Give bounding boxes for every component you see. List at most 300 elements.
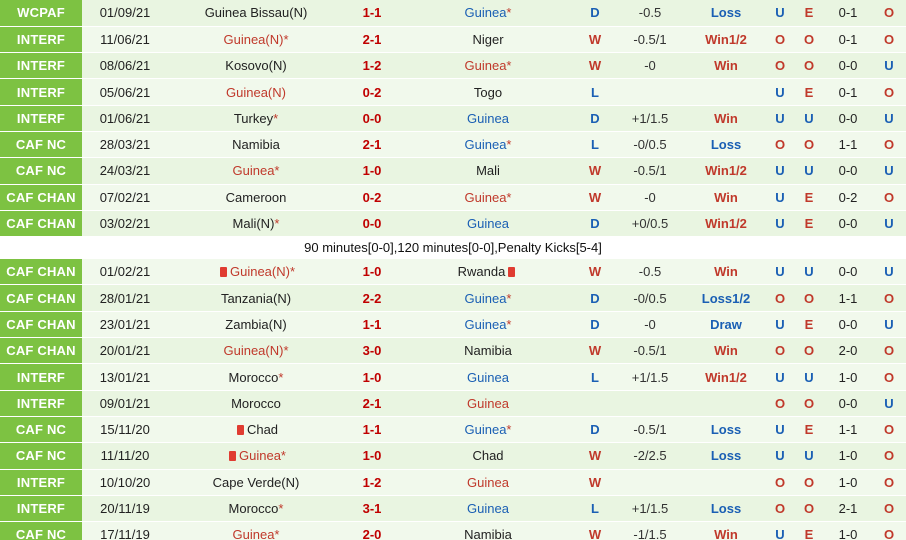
table-row[interactable]: [0, 26, 906, 52]
home-team-name: Guinea: [239, 448, 281, 464]
over-under-second: E: [794, 311, 824, 337]
match-note-text: 90 minutes[0-0],120 minutes[0-0],Penalty Kicks[5-4]: [0, 237, 906, 259]
match-result: D: [576, 311, 614, 337]
home-team[interactable]: [168, 26, 344, 52]
competition-label[interactable]: CAF CHAN: [0, 311, 82, 337]
match-result: W: [576, 469, 614, 495]
table-row[interactable]: [0, 0, 906, 26]
match-result: [576, 390, 614, 416]
over-under-first: U: [766, 522, 794, 540]
match-result: W: [576, 443, 614, 469]
table-row[interactable]: [0, 105, 906, 131]
over-under-second: O: [794, 338, 824, 364]
competition-label[interactable]: INTERF: [0, 364, 82, 390]
home-team[interactable]: [168, 210, 344, 236]
half-time-over-under: O: [872, 443, 906, 469]
home-team[interactable]: [168, 184, 344, 210]
home-team[interactable]: [168, 259, 344, 285]
home-team[interactable]: [168, 390, 344, 416]
competition-label[interactable]: INTERF: [0, 390, 82, 416]
over-under-first: O: [766, 285, 794, 311]
half-time-score: 1-1: [824, 131, 872, 157]
over-under-first: U: [766, 210, 794, 236]
away-team-name: Guinea: [464, 189, 507, 205]
half-time-over-under: O: [872, 338, 906, 364]
away-team[interactable]: [400, 338, 576, 364]
half-time-over-under: O: [872, 522, 906, 540]
handicap-result: Win1/2: [686, 158, 766, 184]
handicap-result: Loss: [686, 0, 766, 26]
over-under-first: U: [766, 184, 794, 210]
home-team-name: Chad: [246, 422, 279, 438]
over-under-second: O: [794, 390, 824, 416]
home-team[interactable]: [168, 364, 344, 390]
home-star-marker: *: [289, 264, 296, 280]
handicap-line: -0/0.5: [614, 285, 686, 311]
table-row[interactable]: [0, 311, 906, 337]
half-time-score: 0-0: [824, 210, 872, 236]
away-team[interactable]: [400, 495, 576, 521]
away-team[interactable]: [400, 158, 576, 184]
competition-label[interactable]: CAF CHAN: [0, 184, 82, 210]
half-time-over-under: O: [872, 416, 906, 442]
table-row[interactable]: [0, 469, 906, 495]
home-team[interactable]: [168, 79, 344, 105]
final-score: 2-0: [344, 522, 400, 540]
final-score: 2-1: [344, 131, 400, 157]
table-row[interactable]: [0, 79, 906, 105]
handicap-result: Win: [686, 53, 766, 79]
handicap-line: -0.5/1: [614, 26, 686, 52]
table-row[interactable]: [0, 495, 906, 521]
match-date: 03/02/21: [82, 210, 168, 236]
competition-label[interactable]: INTERF: [0, 495, 82, 521]
competition-label[interactable]: CAF NC: [0, 416, 82, 442]
half-time-score: 2-0: [824, 338, 872, 364]
half-time-score: 1-1: [824, 416, 872, 442]
match-date: 07/02/21: [82, 184, 168, 210]
away-team-name: Togo: [473, 84, 503, 100]
over-under-first: U: [766, 0, 794, 26]
competition-label[interactable]: CAF NC: [0, 131, 82, 157]
half-time-score: 0-0: [824, 105, 872, 131]
final-score: 1-0: [344, 364, 400, 390]
half-time-over-under: U: [872, 210, 906, 236]
away-team[interactable]: [400, 364, 576, 390]
final-score: 3-0: [344, 338, 400, 364]
final-score: 0-2: [344, 184, 400, 210]
home-team[interactable]: [168, 522, 344, 540]
over-under-first: U: [766, 79, 794, 105]
handicap-line: +1/1.5: [614, 364, 686, 390]
home-team-name: Morocco: [231, 395, 281, 411]
home-team-name: Guinea Bissau(N): [204, 5, 308, 21]
away-star-marker: *: [506, 137, 512, 153]
final-score: 0-2: [344, 79, 400, 105]
handicap-result: Win: [686, 184, 766, 210]
half-time-over-under: O: [872, 495, 906, 521]
match-result: W: [576, 259, 614, 285]
away-team-name: Niger: [472, 31, 504, 47]
away-team-name: Guinea: [464, 422, 507, 438]
over-under-first: O: [766, 26, 794, 52]
away-team[interactable]: [400, 105, 576, 131]
half-time-over-under: O: [872, 285, 906, 311]
over-under-second: O: [794, 469, 824, 495]
away-team-name: Guinea: [464, 290, 507, 306]
half-time-over-under: O: [872, 184, 906, 210]
away-team-name: Namibia: [464, 343, 512, 359]
half-time-over-under: U: [872, 105, 906, 131]
half-time-over-under: O: [872, 26, 906, 52]
final-score: 1-1: [344, 416, 400, 442]
match-result: W: [576, 338, 614, 364]
half-time-score: 1-1: [824, 285, 872, 311]
half-time-over-under: U: [872, 390, 906, 416]
match-date: 11/11/20: [82, 443, 168, 469]
over-under-second: U: [794, 259, 824, 285]
away-team[interactable]: [400, 184, 576, 210]
final-score: 1-0: [344, 158, 400, 184]
away-star-marker: *: [506, 58, 512, 74]
half-time-over-under: O: [872, 0, 906, 26]
match-date: 05/06/21: [82, 79, 168, 105]
handicap-result: Loss1/2: [686, 285, 766, 311]
table-row[interactable]: [0, 338, 906, 364]
home-team-name: Guinea(N): [223, 31, 284, 47]
handicap-result: Win1/2: [686, 210, 766, 236]
half-time-over-under: U: [872, 53, 906, 79]
home-team[interactable]: [168, 158, 344, 184]
final-score: 2-2: [344, 285, 400, 311]
match-date: 20/01/21: [82, 338, 168, 364]
away-team-name: Guinea: [467, 216, 509, 232]
over-under-first: U: [766, 416, 794, 442]
away-team-name: Namibia: [464, 527, 512, 540]
over-under-second: O: [794, 285, 824, 311]
home-team-name: Tanzania(N): [220, 290, 292, 306]
competition-label[interactable]: CAF NC: [0, 522, 82, 540]
handicap-line: -0: [614, 184, 686, 210]
over-under-first: U: [766, 364, 794, 390]
half-time-score: 0-0: [824, 53, 872, 79]
over-under-second: U: [794, 158, 824, 184]
away-star-marker: *: [506, 189, 512, 205]
half-time-score: 0-1: [824, 0, 872, 26]
competition-label[interactable]: INTERF: [0, 53, 82, 79]
handicap-result: Win1/2: [686, 364, 766, 390]
half-time-over-under: U: [872, 311, 906, 337]
handicap-line: [614, 469, 686, 495]
handicap-result: Loss: [686, 131, 766, 157]
over-under-first: U: [766, 105, 794, 131]
handicap-result: [686, 390, 766, 416]
handicap-line: -0.5: [614, 259, 686, 285]
over-under-first: O: [766, 53, 794, 79]
handicap-line: -0/0.5: [614, 131, 686, 157]
half-time-over-under: U: [872, 259, 906, 285]
match-result: L: [576, 364, 614, 390]
match-result: D: [576, 0, 614, 26]
away-team-name: Guinea: [467, 395, 509, 411]
handicap-result: Win1/2: [686, 26, 766, 52]
home-star-marker: *: [274, 527, 280, 540]
over-under-second: O: [794, 53, 824, 79]
home-team[interactable]: [168, 495, 344, 521]
final-score: 2-1: [344, 26, 400, 52]
match-date: 15/11/20: [82, 416, 168, 442]
half-time-over-under: O: [872, 79, 906, 105]
away-team[interactable]: [400, 79, 576, 105]
red-card-icon: [229, 451, 236, 461]
handicap-result: Loss: [686, 416, 766, 442]
table-row[interactable]: [0, 416, 906, 442]
match-date: 08/06/21: [82, 53, 168, 79]
away-team[interactable]: [400, 26, 576, 52]
red-card-icon: [237, 425, 244, 435]
home-team-name: Guinea: [232, 527, 275, 540]
final-score: 0-0: [344, 210, 400, 236]
half-time-over-under: U: [872, 158, 906, 184]
match-note-row: [0, 237, 906, 259]
over-under-second: U: [794, 105, 824, 131]
home-star-marker: *: [280, 448, 286, 464]
away-team[interactable]: [400, 0, 576, 26]
away-team[interactable]: [400, 390, 576, 416]
table-row[interactable]: [0, 390, 906, 416]
table-row[interactable]: [0, 158, 906, 184]
away-star-marker: *: [506, 290, 512, 306]
match-date: 28/03/21: [82, 131, 168, 157]
handicap-line: -0.5: [614, 0, 686, 26]
home-team[interactable]: [168, 311, 344, 337]
handicap-line: -0.5/1: [614, 416, 686, 442]
over-under-second: E: [794, 184, 824, 210]
final-score: 3-1: [344, 495, 400, 521]
handicap-line: +1/1.5: [614, 105, 686, 131]
handicap-result: Win: [686, 105, 766, 131]
away-team[interactable]: [400, 53, 576, 79]
half-time-score: 1-0: [824, 443, 872, 469]
over-under-first: U: [766, 311, 794, 337]
competition-label[interactable]: CAF NC: [0, 443, 82, 469]
home-team[interactable]: [168, 0, 344, 26]
over-under-first: U: [766, 259, 794, 285]
home-team-name: Namibia: [232, 137, 280, 153]
match-result: W: [576, 522, 614, 540]
away-team[interactable]: [400, 259, 576, 285]
over-under-second: O: [794, 495, 824, 521]
match-result: L: [576, 79, 614, 105]
over-under-first: U: [766, 158, 794, 184]
home-team[interactable]: [168, 443, 344, 469]
away-team-name: Guinea: [464, 137, 507, 153]
match-result: D: [576, 416, 614, 442]
over-under-first: O: [766, 469, 794, 495]
away-team-name: Guinea: [467, 369, 509, 385]
match-date: 24/03/21: [82, 158, 168, 184]
over-under-second: O: [794, 131, 824, 157]
match-date: 09/01/21: [82, 390, 168, 416]
table-row[interactable]: [0, 131, 906, 157]
half-time-score: 0-1: [824, 79, 872, 105]
over-under-second: U: [794, 364, 824, 390]
table-row[interactable]: [0, 259, 906, 285]
match-result: L: [576, 131, 614, 157]
away-star-marker: *: [506, 316, 512, 332]
red-card-icon: [508, 267, 515, 277]
away-team-name: Chad: [472, 448, 504, 464]
over-under-second: E: [794, 210, 824, 236]
half-time-over-under: O: [872, 131, 906, 157]
half-time-score: 0-1: [824, 26, 872, 52]
away-team[interactable]: [400, 416, 576, 442]
home-star-marker: *: [274, 216, 280, 232]
away-team[interactable]: [400, 285, 576, 311]
handicap-line: -1/1.5: [614, 522, 686, 540]
competition-label[interactable]: CAF CHAN: [0, 285, 82, 311]
away-team[interactable]: [400, 311, 576, 337]
half-time-score: 0-0: [824, 390, 872, 416]
match-result: W: [576, 184, 614, 210]
handicap-line: -0.5/1: [614, 158, 686, 184]
handicap-line: -0: [614, 311, 686, 337]
home-team[interactable]: [168, 469, 344, 495]
home-team[interactable]: [168, 338, 344, 364]
over-under-first: O: [766, 495, 794, 521]
home-star-marker: *: [278, 369, 284, 385]
home-team[interactable]: [168, 131, 344, 157]
handicap-result: [686, 79, 766, 105]
table-row[interactable]: [0, 53, 906, 79]
home-team[interactable]: [168, 105, 344, 131]
home-team-name: Morocco: [228, 369, 279, 385]
away-team[interactable]: [400, 443, 576, 469]
final-score: 1-1: [344, 0, 400, 26]
competition-label[interactable]: CAF CHAN: [0, 338, 82, 364]
half-time-score: 2-1: [824, 495, 872, 521]
final-score: 1-2: [344, 469, 400, 495]
competition-label[interactable]: WCPAF: [0, 0, 82, 26]
half-time-over-under: O: [872, 469, 906, 495]
over-under-first: O: [766, 390, 794, 416]
home-team[interactable]: [168, 416, 344, 442]
red-card-icon: [220, 267, 227, 277]
match-result: D: [576, 105, 614, 131]
half-time-score: 0-0: [824, 311, 872, 337]
match-result: W: [576, 158, 614, 184]
home-star-marker: *: [274, 163, 280, 179]
home-star-marker: *: [283, 343, 289, 359]
home-team[interactable]: [168, 53, 344, 79]
home-star-marker: *: [278, 500, 284, 516]
away-team-name: Guinea: [467, 110, 509, 126]
competition-label[interactable]: CAF CHAN: [0, 210, 82, 236]
competition-label[interactable]: INTERF: [0, 105, 82, 131]
table-row[interactable]: [0, 210, 906, 236]
half-time-score: 1-0: [824, 522, 872, 540]
away-team[interactable]: [400, 210, 576, 236]
home-team-name: Kosovo(N): [225, 58, 287, 74]
table-row[interactable]: [0, 285, 906, 311]
home-team-name: Guinea: [232, 163, 275, 179]
away-team-name: Guinea: [467, 500, 509, 516]
match-date: 11/06/21: [82, 26, 168, 52]
home-team-name: Cameroon: [225, 189, 287, 205]
home-team-name: Mali(N): [232, 216, 275, 232]
competition-label[interactable]: INTERF: [0, 26, 82, 52]
away-team-name: Guinea: [464, 5, 507, 21]
away-team[interactable]: [400, 131, 576, 157]
handicap-line: -0: [614, 53, 686, 79]
over-under-second: E: [794, 416, 824, 442]
home-team-name: Morocco: [228, 500, 279, 516]
match-date: 23/01/21: [82, 311, 168, 337]
home-star-marker: *: [283, 31, 289, 47]
half-time-score: 1-0: [824, 364, 872, 390]
away-team[interactable]: [400, 469, 576, 495]
handicap-result: [686, 469, 766, 495]
match-result: W: [576, 26, 614, 52]
away-team-name: Guinea: [467, 474, 509, 490]
half-time-score: 0-0: [824, 158, 872, 184]
table-row[interactable]: [0, 522, 906, 540]
handicap-line: -0.5/1: [614, 338, 686, 364]
away-team-name: Guinea: [464, 58, 507, 74]
table-row[interactable]: [0, 364, 906, 390]
home-team[interactable]: [168, 285, 344, 311]
competition-label[interactable]: INTERF: [0, 469, 82, 495]
match-date: 01/06/21: [82, 105, 168, 131]
away-team-name: Mali: [476, 163, 500, 179]
over-under-first: O: [766, 131, 794, 157]
handicap-line: [614, 390, 686, 416]
handicap-result: Loss: [686, 495, 766, 521]
away-team[interactable]: [400, 522, 576, 540]
over-under-first: U: [766, 443, 794, 469]
home-team-name: Guinea(N): [229, 264, 290, 280]
match-date: 13/01/21: [82, 364, 168, 390]
final-score: 1-1: [344, 311, 400, 337]
over-under-second: E: [794, 522, 824, 540]
away-star-marker: *: [506, 422, 512, 438]
over-under-first: O: [766, 338, 794, 364]
handicap-result: Loss: [686, 443, 766, 469]
match-date: 01/09/21: [82, 0, 168, 26]
competition-label[interactable]: INTERF: [0, 79, 82, 105]
match-date: 10/10/20: [82, 469, 168, 495]
match-date: 17/11/19: [82, 522, 168, 540]
handicap-line: +0/0.5: [614, 210, 686, 236]
handicap-result: Win: [686, 522, 766, 540]
over-under-second: E: [794, 79, 824, 105]
home-team-name: Turkey: [233, 110, 274, 126]
away-star-marker: *: [506, 5, 512, 21]
competition-label[interactable]: CAF NC: [0, 158, 82, 184]
home-team-name: Guinea(N): [226, 84, 286, 100]
table-row[interactable]: [0, 184, 906, 210]
home-team-name: Zambia(N): [225, 316, 287, 332]
half-time-score: 0-2: [824, 184, 872, 210]
over-under-second: E: [794, 0, 824, 26]
away-team-name: Guinea: [464, 316, 507, 332]
match-result: L: [576, 495, 614, 521]
table-row[interactable]: [0, 443, 906, 469]
match-date: 20/11/19: [82, 495, 168, 521]
handicap-result: Draw: [686, 311, 766, 337]
competition-label[interactable]: CAF CHAN: [0, 259, 82, 285]
home-team-name: Cape Verde(N): [212, 474, 300, 490]
